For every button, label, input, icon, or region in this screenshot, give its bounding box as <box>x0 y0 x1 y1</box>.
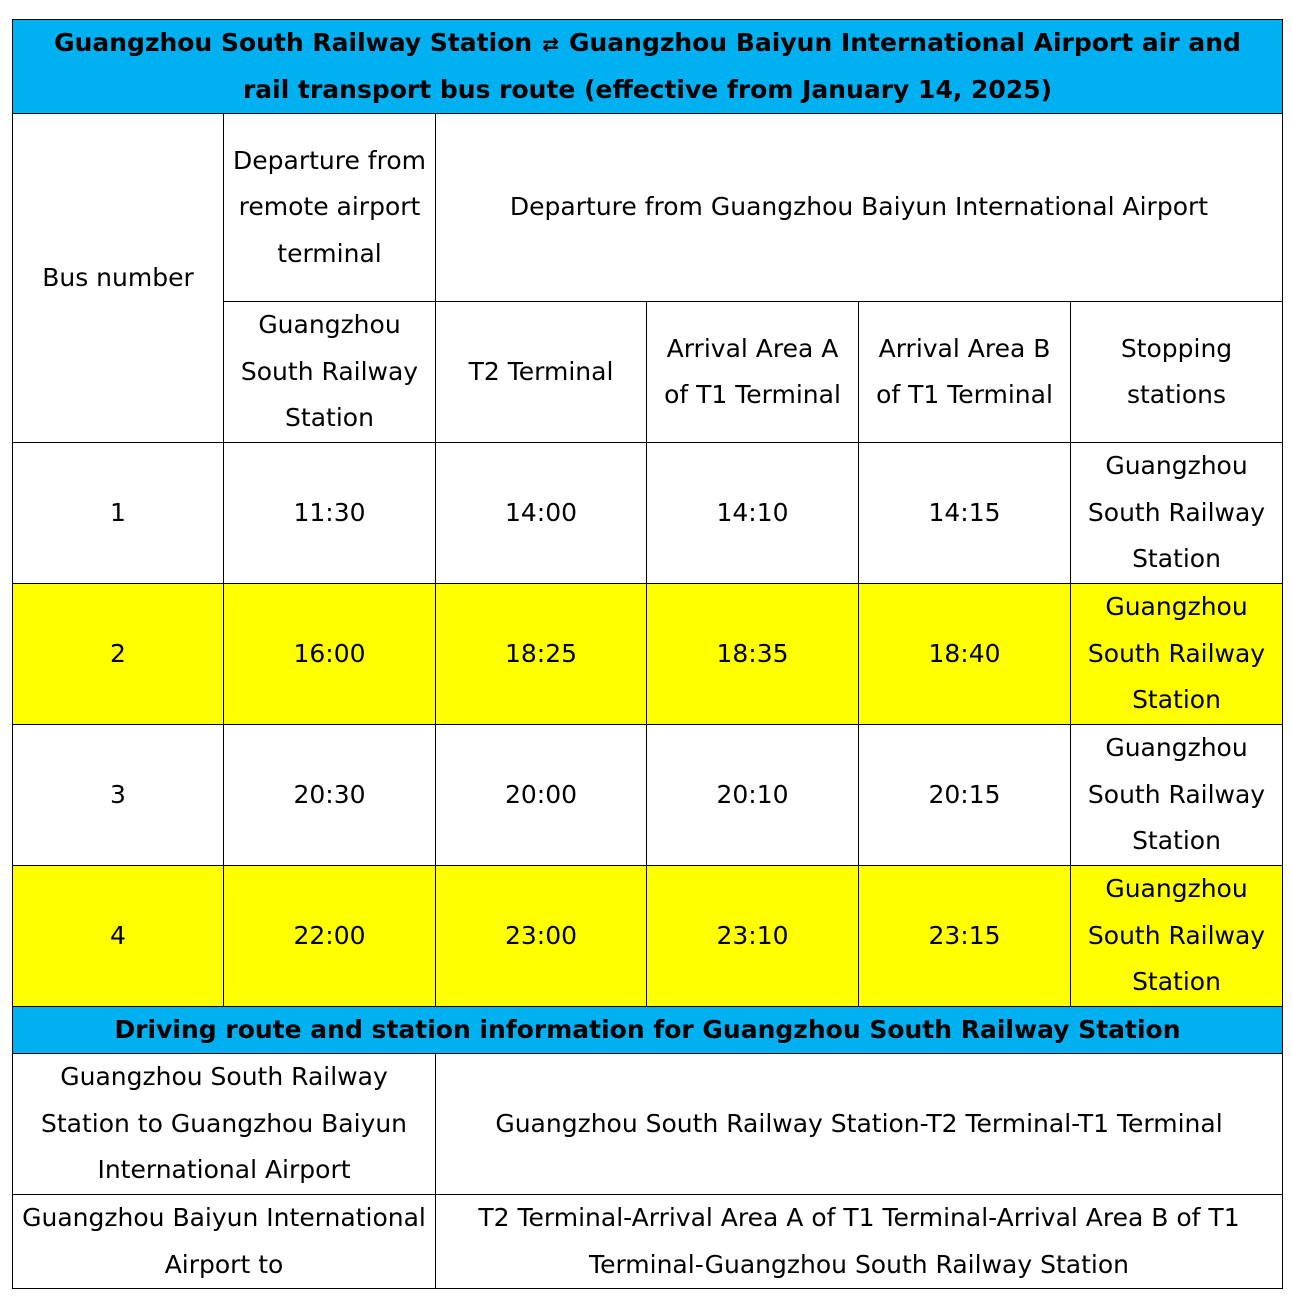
table-row <box>13 584 1283 725</box>
time-cell: 23:10 <box>647 866 859 1007</box>
header-departure-airport: Departure from Guangzhou Baiyun International Airport <box>436 114 1283 302</box>
route-from-cell: Guangzhou Baiyun International Airport to <box>13 1195 436 1289</box>
stop-cell: Guangzhou South Railway Station <box>1071 584 1283 725</box>
bus-schedule-table <box>12 19 1283 1289</box>
route-from-cell: Guangzhou South Railway Station to Guangzhou Baiyun International Airport <box>13 1054 436 1195</box>
header-gz-south: Guangzhou South Railway Station <box>224 302 436 443</box>
route-row <box>13 1195 1283 1289</box>
table-row <box>13 866 1283 1007</box>
bidirectional-arrow-icon: ⇄ <box>542 32 559 56</box>
time-cell: 20:30 <box>224 725 436 866</box>
time-cell: 14:15 <box>859 443 1071 584</box>
bus-number-cell: 4 <box>13 866 224 1007</box>
time-cell: 20:10 <box>647 725 859 866</box>
time-cell: 18:40 <box>859 584 1071 725</box>
bus-number-cell: 1 <box>13 443 224 584</box>
header-t2: T2 Terminal <box>436 302 647 443</box>
header-stopping-stations: Stopping stations <box>1071 302 1283 443</box>
header-t1-area-a: Arrival Area A of T1 Terminal <box>647 302 859 443</box>
header-departure-remote: Departure from remote airport terminal <box>224 114 436 302</box>
bus-number-cell: 2 <box>13 584 224 725</box>
time-cell: 14:10 <box>647 443 859 584</box>
time-cell: 11:30 <box>224 443 436 584</box>
route-row <box>13 1054 1283 1195</box>
table-title <box>13 20 1283 114</box>
title-destination: Guangzhou Baiyun International Airport air and rail transport bus route (effective from January 14, 2025) <box>242 28 1241 104</box>
stop-cell: Guangzhou South Railway Station <box>1071 866 1283 1007</box>
time-cell: 18:35 <box>647 584 859 725</box>
route-path-cell: Guangzhou South Railway Station-T2 Terminal-T1 Terminal <box>436 1054 1283 1195</box>
time-cell: 23:15 <box>859 866 1071 1007</box>
table-row <box>13 725 1283 866</box>
time-cell: 14:00 <box>436 443 647 584</box>
title-origin: Guangzhou South Railway Station <box>54 28 533 57</box>
section-title: Driving route and station information for Guangzhou South Railway Station <box>13 1007 1283 1054</box>
table-row <box>13 443 1283 584</box>
time-cell: 20:15 <box>859 725 1071 866</box>
time-cell: 22:00 <box>224 866 436 1007</box>
time-cell: 16:00 <box>224 584 436 725</box>
header-bus-number: Bus number <box>13 114 224 443</box>
route-path-cell: T2 Terminal-Arrival Area A of T1 Terminal-Arrival Area B of T1 Terminal-Guangzhou South Railway Station <box>436 1195 1283 1289</box>
time-cell: 18:25 <box>436 584 647 725</box>
header-t1-area-b: Arrival Area B of T1 Terminal <box>859 302 1071 443</box>
time-cell: 23:00 <box>436 866 647 1007</box>
stop-cell: Guangzhou South Railway Station <box>1071 725 1283 866</box>
time-cell: 20:00 <box>436 725 647 866</box>
stop-cell: Guangzhou South Railway Station <box>1071 443 1283 584</box>
bus-number-cell: 3 <box>13 725 224 866</box>
